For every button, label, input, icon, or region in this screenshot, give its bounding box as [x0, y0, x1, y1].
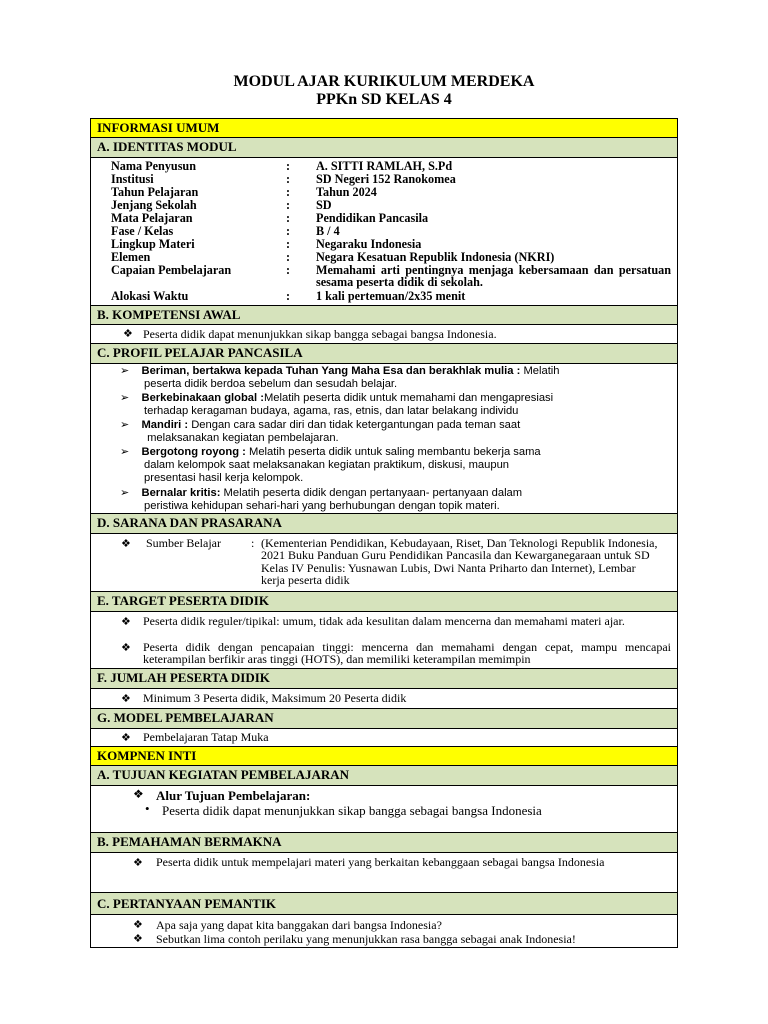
section-identitas-header	[90, 137, 678, 157]
section-pertanyaan-header	[90, 892, 678, 914]
section-header: C. PERTANYAAN PEMANTIK	[97, 896, 277, 911]
label-fase-kelas: Fase / Kelas	[111, 224, 174, 238]
section-informasi-umum	[90, 118, 678, 137]
pemahaman-content	[90, 852, 678, 892]
section-header: D. SARANA DAN PRASARANA	[97, 515, 282, 530]
item-text-cont: presentasi hasil kerja kelompok.	[144, 472, 304, 484]
value-nama-penyusun: A. SITTI RAMLAH, S.Pd	[316, 159, 453, 173]
arrow-bullet-icon: ➢	[120, 487, 130, 499]
item-text: Melatih peserta didik untuk saling membantu bekerja sama	[245, 446, 541, 458]
item-bold: Mandiri :	[141, 419, 189, 431]
section-header: E. TARGET PESERTA DIDIK	[97, 593, 269, 608]
value-institusi: SD Negeri 152 Ranokomea	[316, 172, 456, 186]
jumlah-content	[90, 688, 678, 708]
diamond-bullet-icon: ❖	[121, 693, 131, 705]
kompetensi-awal-content	[90, 324, 678, 343]
section-tujuan-header	[90, 765, 678, 785]
section-jumlah-header	[90, 668, 678, 688]
label-tahun-pelajaran: Tahun Pelajaran	[111, 185, 199, 199]
list-item	[120, 446, 660, 485]
diamond-bullet-icon: ❖	[123, 328, 133, 340]
label-jenjang-sekolah: Jenjang Sekolah	[111, 198, 197, 212]
item-text-cont: terhadap keragaman budaya, agama, ras, etnis, dan latar belakang individu	[144, 405, 519, 417]
list-item	[120, 419, 660, 445]
value-jenjang-sekolah: SD	[316, 198, 332, 212]
item-text: Dengan cara sadar diri dan tidak ketergantungan pada teman saat	[188, 419, 521, 431]
value-alokasi-waktu: 1 kali pertemuan/2x35 menit	[316, 289, 466, 303]
list-item: Peserta didik untuk mempelajari materi yang berkaitan kebanggaan sebagai bangsa Indonesia	[156, 855, 605, 869]
value-capaian-pembelajaran: Memahami arti pentingnya menjaga kebersamaan dan persatuan sesama peserta didik di sekolah.	[316, 263, 671, 290]
section-header: G. MODEL PEMBELAJARAN	[97, 710, 274, 725]
item-bold: Berkebinakaan global :	[141, 392, 264, 404]
dot-bullet-icon: •	[145, 801, 150, 816]
section-sarana-header	[90, 513, 678, 533]
section-pemahaman-header	[90, 832, 678, 852]
colon: :	[286, 159, 291, 173]
diamond-bullet-icon: ❖	[133, 933, 143, 945]
section-komponen-inti	[90, 746, 678, 765]
arrow-bullet-icon: ➢	[120, 419, 130, 431]
label-lingkup-materi: Lingkup Materi	[111, 237, 195, 251]
model-content	[90, 728, 678, 746]
label-alokasi-waktu: Alokasi Waktu	[111, 289, 189, 303]
arrow-bullet-icon: ➢	[120, 392, 130, 404]
diamond-bullet-icon: ❖	[121, 642, 131, 654]
item-text: Melatih peserta didik dengan pertanyaan- pertanyaan dalam	[220, 487, 523, 499]
section-header: C. PROFIL PELAJAR PANCASILA	[97, 345, 303, 360]
document-subtitle: PPKn SD KELAS 4	[316, 91, 452, 108]
arrow-bullet-icon: ➢	[120, 365, 130, 377]
section-header: F. JUMLAH PESERTA DIDIK	[97, 670, 270, 685]
item-bold: Bergotong royong :	[141, 446, 246, 458]
target-content	[90, 611, 678, 668]
section-header: A. IDENTITAS MODUL	[97, 139, 237, 154]
colon: :	[286, 224, 291, 238]
label-capaian-pembelajaran: Capaian Pembelajaran	[111, 263, 232, 277]
diamond-bullet-icon: ❖	[133, 919, 143, 931]
label-institusi: Institusi	[111, 172, 154, 186]
list-item: Peserta didik dapat menunjukkan sikap bangga sebagai bangsa Indonesia	[162, 803, 542, 818]
label-mata-pelajaran: Mata Pelajaran	[111, 211, 193, 225]
item-text-cont: dalam kelompok saat melaksanakan kegiatan praktikum, diskusi, maupun	[144, 459, 510, 471]
colon: :	[286, 198, 291, 212]
list-item: Pembelajaran Tatap Muka	[143, 730, 269, 744]
identitas-table	[90, 157, 678, 305]
section-kompetensi-awal-header	[90, 305, 678, 324]
list-item	[120, 487, 660, 513]
item-text-cont: melaksanakan kegiatan pembelajaran.	[144, 432, 339, 444]
tujuan-content	[90, 785, 678, 832]
section-target-header	[90, 591, 678, 611]
profil-content	[90, 363, 678, 513]
colon: :	[286, 185, 291, 199]
colon: :	[286, 250, 291, 264]
list-item	[123, 327, 497, 341]
section-header: KOMPNEN INTI	[97, 748, 197, 763]
section-profil-header	[90, 343, 678, 363]
value-tahun-pelajaran: Tahun 2024	[316, 185, 377, 199]
item-bold: Beriman, bertakwa kepada Tuhan Yang Maha Esa dan berakhlak mulia :	[141, 365, 521, 377]
pertanyaan-content	[90, 914, 678, 948]
list-item	[120, 392, 660, 418]
alur-tujuan-label: Alur Tujuan Pembelajaran:	[156, 788, 311, 803]
arrow-bullet-icon: ➢	[120, 446, 130, 458]
diamond-bullet-icon: ❖	[133, 857, 143, 869]
section-header: A. TUJUAN KEGIATAN PEMBELAJARAN	[97, 767, 350, 782]
item-text: Peserta didik dapat menunjukkan sikap bangga sebagai bangsa Indonesia.	[143, 327, 497, 341]
value-lingkup-materi: Negaraku Indonesia	[316, 237, 422, 251]
label-elemen: Elemen	[111, 250, 151, 264]
value-elemen: Negara Kesatuan Republik Indonesia (NKRI)	[316, 250, 555, 264]
section-header: B. KOMPETENSI AWAL	[97, 307, 241, 322]
section-model-header	[90, 708, 678, 728]
document-title: MODUL AJAR KURIKULUM MERDEKA	[233, 73, 535, 90]
colon: :	[286, 289, 291, 303]
section-header: B. PEMAHAMAN BERMAKNA	[97, 834, 282, 849]
sarana-content	[90, 533, 678, 591]
item-text-cont: peserta didik berdoa sebelum dan sesudah belajar.	[144, 378, 398, 390]
colon: :	[286, 263, 291, 277]
section-header: INFORMASI UMUM	[97, 120, 220, 135]
list-item: Apa saja yang dapat kita banggakan dari bangsa Indonesia?	[156, 918, 442, 932]
list-item: Peserta didik reguler/tipikal: umum, tidak ada kesulitan dalam mencerna dan memahami materi ajar.	[143, 614, 625, 628]
sarana-label: Sumber Belajar	[146, 536, 221, 550]
list-item: Sebutkan lima contoh perilaku yang menunjukkan rasa bangga sebagai anak Indonesia!	[156, 932, 576, 946]
list-item: Peserta didik dengan pencapaian tinggi: mencerna dan memahami dengan cepat, mampu mencapai keterampilan berfikir aras tinggi (HOTS), dan memiliki keterampilan memimpin	[143, 640, 671, 667]
value-mata-pelajaran: Pendidikan Pancasila	[316, 211, 429, 225]
diamond-bullet-icon: ❖	[121, 732, 131, 744]
diamond-bullet-icon: ❖	[133, 787, 144, 801]
list-item: Minimum 3 Peserta didik, Maksimum 20 Peserta didik	[143, 691, 407, 705]
item-text: Melatih	[520, 365, 560, 377]
value-fase-kelas: B / 4	[316, 224, 340, 238]
item-text-cont: peristiwa kehidupan sehari-hari yang berhubungan dengan topik materi.	[144, 500, 500, 512]
list-item	[120, 365, 660, 391]
colon: :	[286, 172, 291, 186]
colon: :	[251, 536, 255, 550]
colon: :	[286, 237, 291, 251]
diamond-bullet-icon: ❖	[121, 616, 131, 628]
item-bold: Bernalar kritis:	[141, 487, 221, 499]
colon: :	[286, 211, 291, 225]
sarana-value: (Kementerian Pendidikan, Kebudayaan, Riset, Dan Teknologi Republik Indonesia, 2021 Buku Panduan Guru Pendidikan Pancasila dan Kewarganegaraan untuk SD Kelas IV Penulis: Yusnawan Lubis, Dwi Nanta Priharto dan Internet), Lembar kerja peserta didik	[261, 536, 658, 588]
label-nama-penyusun: Nama Penyusun	[111, 159, 196, 173]
diamond-bullet-icon: ❖	[121, 538, 131, 550]
item-text: Melatih peserta didik untuk memahami dan mengapresiasi	[263, 392, 554, 404]
